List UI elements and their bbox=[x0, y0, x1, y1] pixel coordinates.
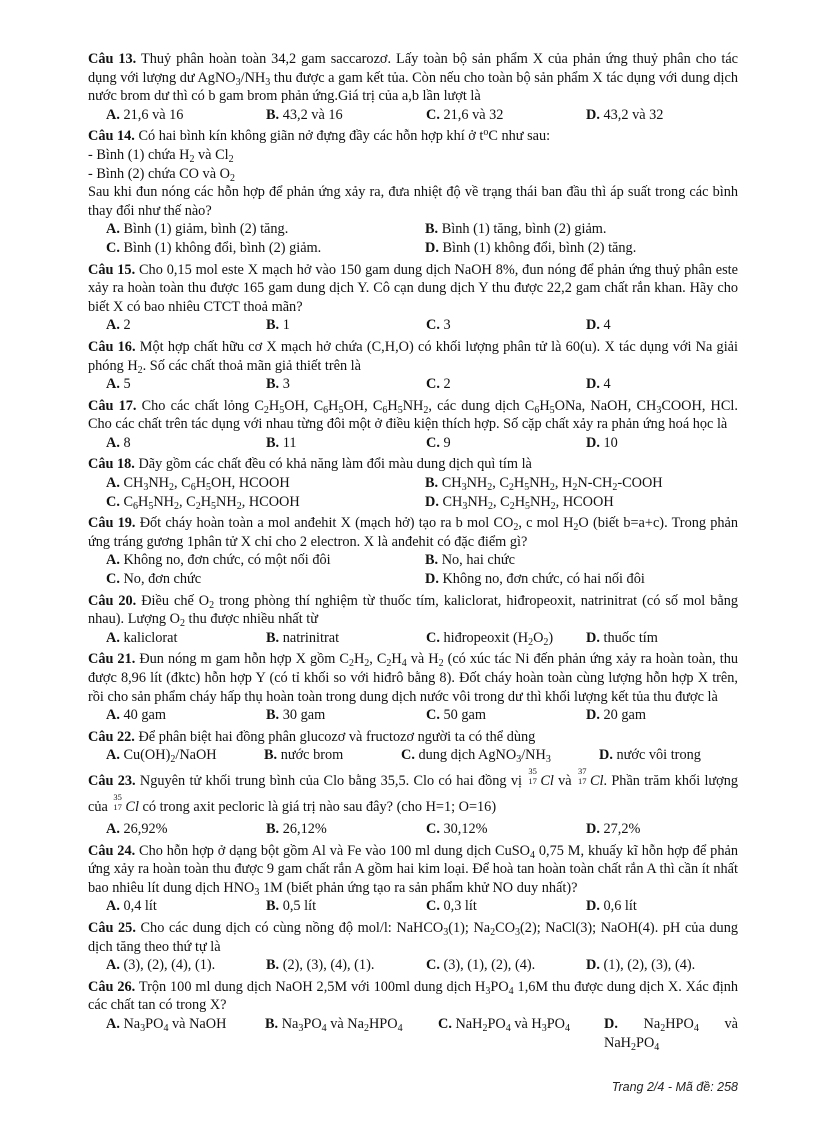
answer-options bbox=[106, 220, 738, 257]
option-c[interactable]: C. dung dịch $AgNO_3/NH_3$ bbox=[401, 747, 551, 766]
option-b[interactable]: B. 1 bbox=[266, 317, 290, 334]
option-b[interactable]: B. Bình (1) tăng, bình (2) giảm. bbox=[425, 221, 607, 238]
answer-options bbox=[106, 316, 738, 335]
question-number: Câu 26. bbox=[88, 978, 136, 995]
answer-options bbox=[106, 551, 738, 588]
option-c[interactable]: C. 9 bbox=[426, 434, 451, 451]
option-c[interactable]: C. 50 gam bbox=[426, 707, 486, 724]
option-c[interactable]: C. 2 bbox=[426, 376, 451, 393]
option-d[interactable]: D. thuốc tím bbox=[586, 629, 658, 646]
question-number: Câu 23. bbox=[88, 772, 136, 789]
option-c[interactable]: C. No, đơn chức bbox=[106, 571, 202, 588]
option-a[interactable]: A. 0,4 lít bbox=[106, 898, 157, 915]
option-b[interactable]: B. No, hai chức bbox=[425, 552, 515, 569]
option-c[interactable]: C. $C_6H_5NH_2$, $C_2H_5NH_2$, HCOOH bbox=[106, 493, 300, 512]
option-c[interactable]: C. 21,6 và 32 bbox=[426, 106, 504, 123]
option-d[interactable]: D. Không no, đơn chức, có hai nối đôi bbox=[425, 571, 645, 588]
option-a[interactable]: A. $Cu(OH)_2$/NaOH bbox=[106, 747, 217, 766]
option-a[interactable]: A. 40 gam bbox=[106, 707, 166, 724]
question-number: Câu 20. bbox=[88, 592, 137, 609]
option-a[interactable]: A. 21,6 và 16 bbox=[106, 106, 184, 123]
option-b[interactable]: B. 11 bbox=[266, 434, 297, 451]
option-c[interactable]: C. $NaH_2PO_4$ và $H_3PO_4$ bbox=[438, 1015, 571, 1034]
option-b[interactable]: B. 30 gam bbox=[266, 707, 326, 724]
answer-options bbox=[106, 706, 738, 725]
option-a[interactable]: A. $Na_3PO_4$ và NaOH bbox=[106, 1015, 227, 1034]
option-b[interactable]: B. 26,12% bbox=[266, 820, 327, 837]
question-25: Câu 25. Cho các dung dịch có cùng nồng độ mol/l: NaHCO$_3$(1); $Na_2CO_3(2)$; NaCl(3); NaOH(4). pH của dung dịch tăng theo thứ tự là A. (3), (2), (4), (1). B. (2), (3), (4), (1). C. (3), (1), (2), (4). D. (1), (2), (3), (4). bbox=[88, 919, 738, 974]
question-22: Câu 22. Để phân biệt hai đồng phân glucozơ và fructozơ người ta có thể dùng A. $Cu(OH)_2$/NaOH B. nước brom C. dung dịch $AgNO_3/NH_3$ D. nước vôi trong bbox=[88, 728, 738, 765]
question-15: Câu 15. Cho 0,15 mol este X mạch hở vào 150 gam dung dịch NaOH 8%, đun nóng để phản ứng thuỷ phân este xảy ra hoàn toàn thu được 165 gam dung dịch Y. Cô cạn dung dịch Y thu được 22,2 gam chất rắn khan. Hãy cho biết X có bao nhiêu CTCT thoả mãn? A. 2 B. 1 C. 3 D. 4 bbox=[88, 261, 738, 334]
option-d[interactable]: D. 0,6 lít bbox=[586, 898, 637, 915]
answer-options bbox=[106, 629, 738, 648]
isotope-cl37: 37 17 bbox=[577, 765, 587, 786]
option-d[interactable]: D. 27,2% bbox=[586, 820, 641, 837]
option-a[interactable]: A. (3), (2), (4), (1). bbox=[106, 957, 216, 974]
question-number: Câu 22. bbox=[88, 728, 135, 745]
option-c[interactable]: C. Bình (1) không đổi, bình (2) giảm. bbox=[106, 239, 322, 256]
question-number: Câu 15. bbox=[88, 261, 136, 278]
option-a[interactable]: A. 5 bbox=[106, 376, 131, 393]
option-d[interactable]: D. 20 gam bbox=[586, 707, 646, 724]
option-c[interactable]: C. 0,3 lít bbox=[426, 898, 477, 915]
answer-options bbox=[106, 956, 738, 975]
option-d[interactable]: D. 4 bbox=[586, 317, 611, 334]
question-number: Câu 17. bbox=[88, 397, 137, 414]
option-a[interactable]: A. Bình (1) giảm, bình (2) tăng. bbox=[106, 221, 289, 238]
question-16: Câu 16. Một hợp chất hữu cơ X mạch hở chứa (C,H,O) có khối lượng phân tử là 60(u). X tác dụng với Na giải phóng $H_2$. Số các chất thoả mãn giả thiết trên là A. 5 B. 3 C. 2 D. 4 bbox=[88, 338, 738, 393]
answer-options bbox=[106, 746, 738, 765]
question-number: Câu 21. bbox=[88, 651, 136, 668]
answer-options bbox=[106, 474, 738, 511]
question-number: Câu 25. bbox=[88, 919, 136, 936]
option-b[interactable]: B. $CH_3NH_2$, $C_2H_5NH_2$, $H_2N-CH_2$-COOH bbox=[425, 475, 663, 494]
option-d[interactable]: D. nước vôi trong bbox=[599, 747, 701, 764]
question-26: Câu 26. Trộn 100 ml dung dịch NaOH 2,5M với 100ml dung dịch $H_3PO_4$ 1,6M thu được dung dịch X. Xác định các chất tan có trong X? A. $Na_3PO_4$ và NaOH B. $Na_3PO_4$ và $Na_2HPO_4$ C. $NaH_2PO_4$ và $H_3PO_4$ D. $Na_2HPO_4$ và $NaH_2PO_4$ bbox=[88, 978, 739, 1053]
question-21: Câu 21. Đun nóng m gam hỗn hợp X gồm $C_2H_2$, $C_2H_4$ và $H_2$ (có xúc tác Ni đến phản ứng xảy ra hoàn toàn, thu được 8,96 lít (đktc) hỗn hợp Y (có tỉ khối so với hiđrô bằng 8). Đốt cháy hoàn toàn cùng lượng hỗn hợp X trên, rồi cho sản phẩm cháy hấp thụ hoàn toàn trong dung dịch nước vôi trong dư thì khối lượng kết tủa thu được là A. 40 gam B. 30 gam C. 50 gam D. 20 gam bbox=[88, 651, 739, 724]
option-c[interactable]: C. 3 bbox=[426, 317, 451, 334]
exam-page bbox=[88, 50, 738, 1055]
option-c[interactable]: C. (3), (1), (2), (4). bbox=[426, 957, 536, 974]
answer-options bbox=[106, 434, 738, 453]
answer-options bbox=[106, 820, 738, 839]
option-a[interactable]: A. Không no, đơn chức, có một nối đôi bbox=[106, 552, 331, 569]
question-24: Câu 24. Cho hỗn hợp ở dạng bột gồm Al và Fe vào 100 ml dung dịch CuSO$_4$ 0,75 M, khuấy kĩ hỗn hợp để phản ứng xảy ra hoàn toàn thu được 9 gam chất rắn A gồm hai kim loại. Để hoà tan hoàn toàn chất rắn A thì cần ít nhất bao nhiêu lít dung dịch $HNO_3$ 1M (biết phản ứng tạo ra sản phẩm khử NO duy nhất)? A. 0,4 lít B. 0,5 lít C. 0,3 lít D. 0,6 lít bbox=[88, 842, 738, 915]
option-b[interactable]: B. 0,5 lít bbox=[266, 898, 317, 915]
question-19: Câu 19. Đốt cháy hoàn toàn a mol anđehit X (mạch hở) tạo ra b mol $CO_2$, c mol $H_2O$ (biết b=a+c). Trong phản ứng tráng gương 1phân tử X chỉ cho 2 electron. X là anđehit có đặc điểm gì? A. Không no, đơn chức, có một nối đôi B. No, hai chức C. No, đơn chức D. Không no, đơn chức, có hai nối đôi bbox=[88, 515, 739, 588]
question-20: Câu 20. Điều chế $O_2$ trong phòng thí nghiệm từ thuốc tím, kaliclorat, hiđropeoxit, natrinitrat (có số mol bằng nhau). Lượng $O_2$ thu được nhiều nhất từ A. kaliclorat B. natrinitrat C. hiđropeoxit $(H_2O_2)$ D. thuốc tím bbox=[88, 592, 738, 648]
answer-options bbox=[106, 375, 738, 394]
question-number: Câu 14. bbox=[88, 128, 135, 145]
option-b[interactable]: B. nước brom bbox=[264, 747, 344, 764]
isotope-cl35: 35 17 bbox=[113, 791, 122, 812]
option-a[interactable]: A. 2 bbox=[106, 317, 131, 334]
option-b[interactable]: B. (2), (3), (4), (1). bbox=[266, 957, 375, 974]
isotope-cl35: 35 17 bbox=[528, 765, 537, 786]
option-b[interactable]: B. 43,2 và 16 bbox=[266, 106, 343, 123]
option-a[interactable]: A. 26,92% bbox=[106, 820, 168, 837]
option-d[interactable]: D. $CH_3NH_2$, $C_2H_5NH_2$, HCOOH bbox=[425, 493, 614, 512]
option-d[interactable]: D. $Na_2HPO_4$ và $NaH_2PO_4$ bbox=[604, 1015, 738, 1053]
question-17: Câu 17. Cho các chất lỏng $C_2H_5OH$, $C_6H_5OH$, $C_6H_5NH_2$, các dung dịch $C_6H_5ONa$, NaOH, $CH_3COOH$, HCl. Cho các chất trên tác dụng với nhau từng đôi một ở điều kiện thích hợp. Số cặp chất xảy ra phản ứng hoá học là A. 8 B. 11 C. 9 D. 10 bbox=[88, 397, 738, 451]
option-d[interactable]: D. 4 bbox=[586, 376, 611, 393]
question-number: Câu 18. bbox=[88, 456, 135, 473]
question-number: Câu 16. bbox=[88, 338, 136, 355]
option-c[interactable]: C. hiđropeoxit $(H_2O_2)$ bbox=[426, 629, 554, 648]
question-14: Câu 14. Có hai bình kín không giãn nở đựng đầy các hỗn hợp khí ở $t^oC$ như sau: - Bình (1) chứa $H_2$ và $Cl_2$ - Bình (2) chứa CO và $O_2$ Sau khi đun nóng các hỗn hợp để phản ứng xảy ra, đưa nhiệt độ về trạng thái ban đầu thì áp suất trong các bình thay đổi như thế nào? A. Bình (1) giảm, bình (2) tăng. B. Bình (1) tăng, bình (2) giảm. C. Bình (1) không đổi, bình (2) giảm. D. Bình (1) không đổi, bình (2) tăng. bbox=[88, 127, 738, 256]
answer-options bbox=[106, 1015, 738, 1052]
page-footer: Trang 2/4 - Mã đề: 258 bbox=[611, 1080, 738, 1094]
option-d[interactable]: D. (1), (2), (3), (4). bbox=[586, 957, 696, 974]
option-a[interactable]: A. kaliclorat bbox=[106, 629, 178, 646]
question-number: Câu 24. bbox=[88, 842, 136, 859]
answer-options bbox=[106, 897, 738, 916]
option-d[interactable]: D. Bình (1) không đổi, bình (2) tăng. bbox=[425, 239, 637, 256]
option-a[interactable]: A. $CH_3NH_2$, $C_6H_5OH$, HCOOH bbox=[106, 475, 290, 494]
question-number: Câu 19. bbox=[88, 515, 136, 532]
question-23: Câu 23. Nguyên tử khối trung bình của Clo bằng 35,5. Clo có hai đồng vị 35 17 Cl và 37 17 Cl. Phần trăm khối lượng của 35 17 Cl có trong axit pecloric là giá trị nào sau đây? (cho H=1; O=16) A. 26,92% B. 26,12% C. 30,12% D. 27,2% bbox=[88, 765, 739, 837]
option-b[interactable]: B. $Na_3PO_4$ và $Na_2HPO_4$ bbox=[265, 1015, 403, 1034]
option-d[interactable]: D. 43,2 và 32 bbox=[586, 106, 664, 123]
option-b[interactable]: B. 3 bbox=[266, 376, 290, 393]
option-a[interactable]: A. 8 bbox=[106, 434, 131, 451]
option-d[interactable]: D. 10 bbox=[586, 434, 618, 451]
question-number: Câu 13. bbox=[88, 51, 137, 67]
question-13: Câu 13. Thuỷ phân hoàn toàn 34,2 gam saccarozơ. Lấy toàn bộ sản phẩm X của phản ứng thuỷ phân cho tác dụng với lượng dư $AgNO_3/NH_3$ thu được a gam kết tủa. Còn nếu cho toàn bộ sản phẩm X tác dụng với dung dịch nước brom dư thì có b gam brom phản ứng.Giá trị của a,b lần lượt là A. 21,6 và 16 B. 43,2 và 16 C. 21,6 và 32 D. 43,2 và 32 bbox=[88, 51, 739, 123]
option-c[interactable]: C. 30,12% bbox=[426, 820, 488, 837]
question-18: Câu 18. Dãy gồm các chất đều có khả năng làm đổi màu dung dịch quì tím là A. $CH_3NH_2$, $C_6H_5OH$, HCOOH B. $CH_3NH_2$, $C_2H_5NH_2$, $H_2N-CH_2$-COOH C. $C_6H_5NH_2$, $C_2H_5NH_2$, HCOOH D. $CH_3NH_2$, $C_2H_5NH_2$, HCOOH bbox=[88, 455, 738, 511]
answer-options bbox=[106, 106, 738, 125]
option-b[interactable]: B. natrinitrat bbox=[266, 629, 340, 646]
